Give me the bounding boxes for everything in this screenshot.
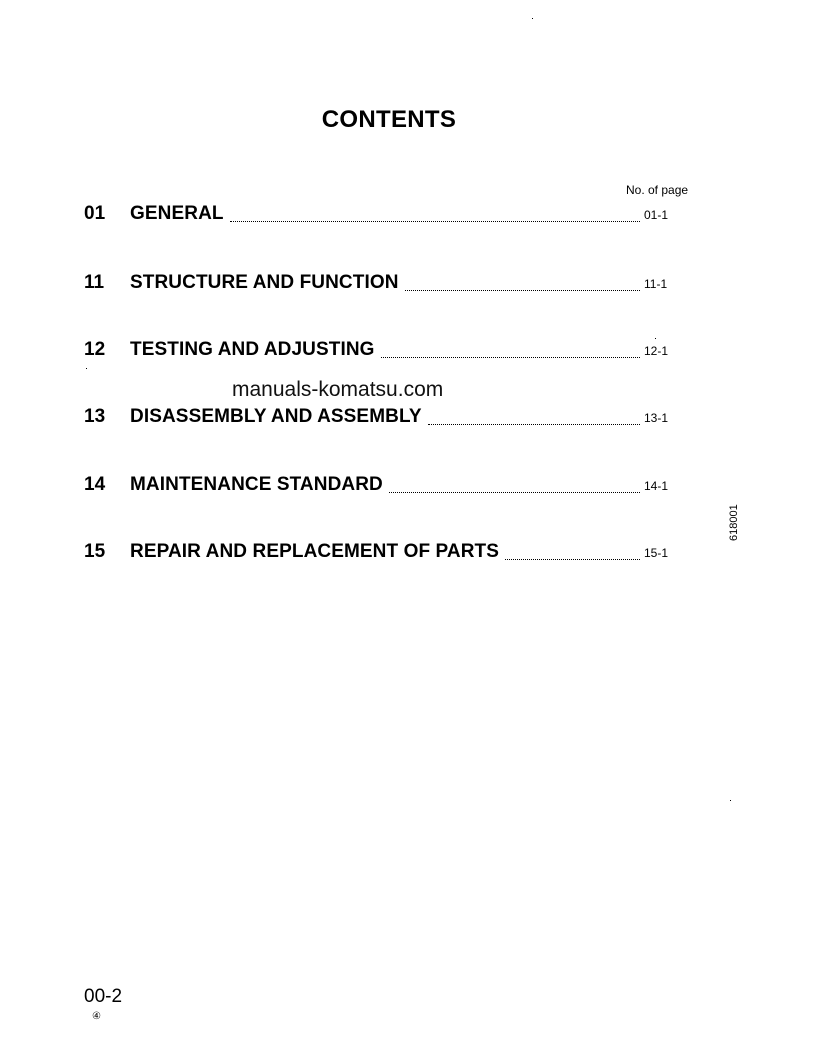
entry-number: 11 [84, 272, 105, 293]
entry-label: DISASSEMBLY AND ASSEMBLY [130, 406, 422, 427]
entry-page: 15-1 [644, 546, 669, 560]
entry-page: 14-1 [644, 479, 669, 493]
toc-entry-structure-and-function[interactable] [84, 272, 676, 296]
footer-page-number: 00-2 [84, 986, 123, 1007]
entry-label: REPAIR AND REPLACEMENT OF PARTS [130, 541, 500, 562]
toc-entry-maintenance-standard[interactable] [84, 474, 676, 498]
toc-entry-general[interactable] [84, 203, 676, 227]
entry-number: 15 [84, 541, 106, 562]
scan-speck [86, 368, 87, 369]
dotted-leader [389, 491, 640, 493]
entry-number: 13 [84, 406, 106, 427]
entry-page: 11-1 [644, 277, 668, 291]
entry-page: 12-1 [644, 344, 669, 358]
side-document-code: 618001 [728, 504, 740, 541]
entry-label: STRUCTURE AND FUNCTION [130, 272, 399, 293]
entry-label: MAINTENANCE STANDARD [130, 474, 383, 495]
scan-speck [655, 338, 656, 339]
dotted-leader [405, 289, 640, 291]
column-header-no-of-page: No. of page [626, 183, 689, 197]
toc-entry-disassembly-and-assembly[interactable] [84, 406, 676, 430]
entry-page: 01-1 [644, 208, 669, 222]
scan-speck [532, 18, 533, 19]
entry-number: 01 [84, 203, 106, 224]
entry-page: 13-1 [644, 411, 669, 425]
entry-number: 12 [84, 339, 106, 360]
entry-label: TESTING AND ADJUSTING [130, 339, 375, 360]
toc-entry-repair-and-replacement-of-parts[interactable] [84, 541, 676, 565]
dotted-leader [428, 423, 640, 425]
entry-number: 14 [84, 474, 106, 495]
page-title: CONTENTS [321, 106, 457, 133]
toc-entry-testing-and-adjusting[interactable] [84, 339, 676, 363]
watermark-text: manuals-komatsu.com [232, 378, 444, 401]
dotted-leader [381, 356, 640, 358]
footer-revision-mark: ④ [92, 1011, 101, 1022]
dotted-leader [505, 558, 640, 560]
scan-speck [730, 800, 731, 801]
dotted-leader [230, 220, 640, 222]
entry-label: GENERAL [130, 203, 224, 224]
